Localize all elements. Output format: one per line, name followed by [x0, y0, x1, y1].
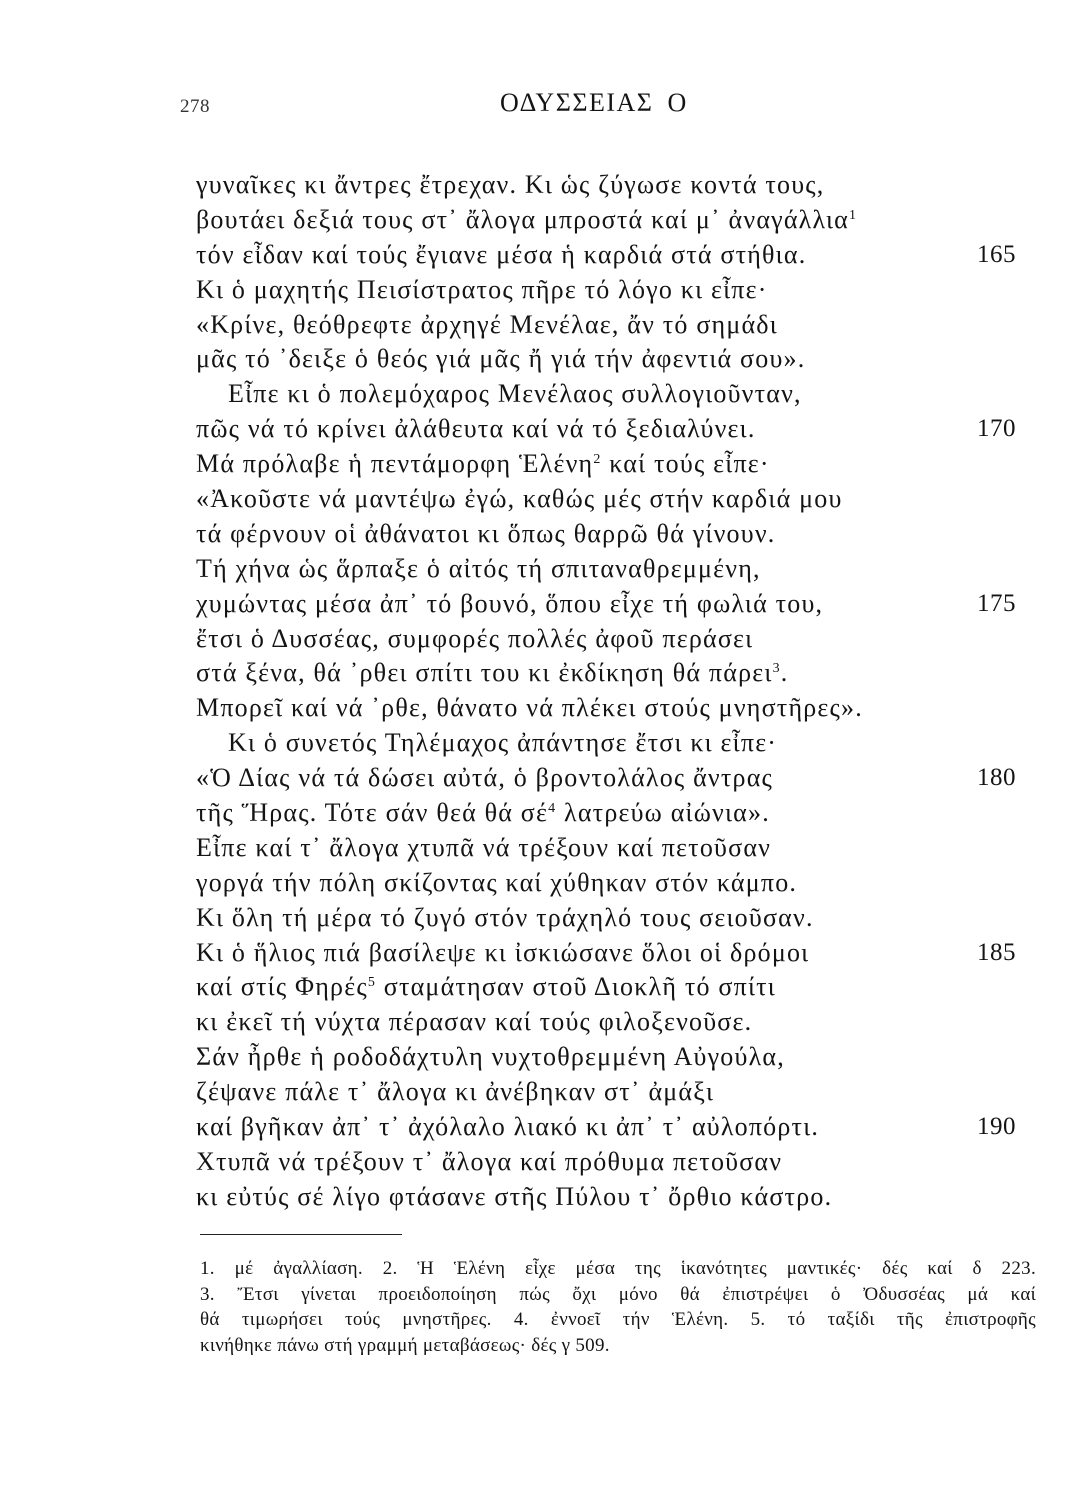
verse-text: «Ἀκοῦστε νά μαντέψω ἐγώ, καθώς μές στήν καρδιά μου	[196, 484, 843, 514]
verse-text: Κι ὅλη τή μέρα τό ζυγό στόν τράχηλό τους σειοῦσαν.	[196, 902, 814, 932]
verse-line	[196, 308, 1036, 343]
verse-text: Χτυπᾶ νά τρέξουν τ᾽ ἄλογα καί πρόθυμα πετοῦσαν	[196, 1146, 783, 1176]
verse-text-continued: σταμάτησαν στοῦ Διοκλῆ τό σπίτι	[376, 972, 776, 1002]
footnote-line: θά τιμωρήσει τούς μνηστῆρες. 4. ἐννοεῖ τήν Ἑλένη. 5. τό ταξίδι τῆς ἐπιστροφῆς	[200, 1309, 1036, 1330]
line-number: 190	[977, 1113, 1016, 1141]
verse-text-continued: λατρεύω αἰώνια».	[556, 798, 770, 828]
verse-line	[196, 866, 1036, 901]
verse-text: καί βγῆκαν ἀπ᾽ τ᾽ ἀχόλαλο λιακό κι ἀπ᾽ τ᾽ αὐλοπόρτι.	[196, 1112, 820, 1142]
verse-text: κι ἐκεῖ τή νύχτα πέρασαν καί τούς φιλοξενοῦσε.	[196, 1007, 753, 1037]
verse-line	[196, 238, 1036, 273]
line-number: 165	[977, 240, 1016, 268]
verse-line	[196, 482, 1036, 517]
footnote-rule	[200, 1234, 402, 1235]
verse-text: γοργά τήν πόλη σκίζοντας καί χύθηκαν στόν κάμπο.	[196, 867, 798, 897]
footnote-marker: 1	[848, 207, 858, 223]
footnote-marker: 3	[772, 661, 781, 677]
verse-line	[196, 656, 1036, 691]
verse-text: ζέψανε πάλε τ᾽ ἄλογα κι ἀνέβηκαν στ᾽ ἀμάξι	[196, 1077, 715, 1107]
verse-line	[196, 517, 1036, 552]
verse-line	[196, 1040, 1036, 1075]
verse-text: στά ξένα, θά ᾽ρθει σπίτι του κι ἐκδίκηση θά πάρει	[196, 658, 773, 688]
line-number: 185	[977, 938, 1016, 966]
verse-line	[196, 203, 1036, 238]
verse-text: Τή χήνα ὡς ἅρπαξε ὁ αἰτός τή σπιταναθρεμμένη,	[196, 553, 761, 583]
line-number: 175	[977, 589, 1016, 617]
verse-line	[196, 796, 1036, 831]
verse-line	[196, 622, 1036, 657]
verse-text: κι εὐτύς σέ λίγο φτάσανε στῆς Πύλου τ᾽ ὄρθιο κάστρο.	[196, 1181, 833, 1211]
verse-line	[196, 1075, 1036, 1110]
verse-line	[196, 377, 1036, 412]
verse-text-continued: .	[780, 658, 789, 688]
verse-text: Εἶπε καί τ᾽ ἄλογα χτυπᾶ νά τρέξουν καί πετοῦσαν	[196, 832, 772, 862]
book-letter: Ο	[667, 88, 688, 117]
verse-text: «Ὁ Δίας νά τά δώσει αὐτά, ὁ βροντολάλος ἄντρας	[196, 763, 774, 793]
verse-text: γυναῖκες κι ἄντρες ἔτρεχαν. Κι ὡς ζύγωσε κοντά τους,	[196, 170, 825, 199]
verse-line	[196, 831, 1036, 866]
verse-text: Μά πρόλαβε ἡ πεντάμορφη Ἑλένη	[196, 449, 594, 479]
verse-line	[196, 587, 1036, 622]
footnote-line: κινήθηκε πάνω στή γραμμή μεταβάσεως· δές γ 509.	[200, 1334, 610, 1356]
verse-text: Μπορεῖ καί νά ᾽ρθε, θάνατο νά πλέκει στούς μνηστῆρες».	[196, 693, 863, 723]
footnote-marker: 2	[593, 452, 602, 468]
verse-line	[196, 691, 1036, 726]
verse-text: «Κρίνε, θεόθρεφτε ἀρχηγέ Μενέλαε, ἄν τό σημάδι	[196, 309, 778, 339]
verse-line	[196, 970, 1036, 1005]
footnote-marker: 4	[548, 801, 557, 817]
verse-line	[196, 761, 1036, 796]
line-number: 180	[977, 764, 1016, 792]
footnote-line: 3. Ἔτσι γίνεται προειδοποίηση πώς ὄχι μόνο θά ἐπιστρέψει ὁ Ὀδυσσέας μά καί	[200, 1283, 1036, 1305]
verse-block	[196, 168, 1036, 1215]
verse-text: τά φέρνουν οἱ ἀθάνατοι κι ὅπως θαρρῶ θά γίνουν.	[196, 518, 776, 548]
verse-text: μᾶς τό ᾽δειξε ὁ θεός γιά μᾶς ἤ γιά τήν ἀφεντιά σου».	[196, 344, 806, 374]
verse-text: τόν εἶδαν καί τούς ἔγιανε μέσα ἡ καρδιά στά στήθια.	[196, 239, 807, 269]
verse-line	[196, 552, 1036, 587]
verse-line	[196, 1145, 1036, 1180]
line-number: 170	[977, 415, 1016, 443]
verse-line	[196, 1180, 1036, 1215]
verse-text: Σάν ἦρθε ἡ ροδοδάχτυλη νυχτοθρεμμένη Αὐγούλα,	[196, 1042, 785, 1072]
verse-text: Εἶπε κι ὁ πολεμόχαρος Μενέλαος συλλογιοῦνταν,	[228, 379, 802, 409]
verse-text-continued: καί τούς εἶπε·	[601, 449, 770, 479]
footnotes	[200, 1256, 1036, 1358]
verse-text: ἔτσι ὁ Δυσσέας, συμφορές πολλές ἀφοῦ περάσει	[196, 623, 754, 653]
verse-text: Κι ὁ ἥλιος πιά βασίλεψε κι ἰσκιώσανε ὅλοι οἱ δρόμοι	[196, 937, 810, 967]
verse-line	[196, 447, 1036, 482]
verse-text: πῶς νά τό κρίνει ἀλάθευτα καί νά τό ξεδιαλύνει.	[196, 414, 756, 444]
verse-line	[196, 342, 1036, 377]
verse-line	[196, 901, 1036, 936]
verse-text: τῆς Ἥρας. Τότε σάν θεά θά σέ	[196, 798, 549, 828]
book-title: ΟΔΥΣΣΕΙΑΣ	[500, 88, 654, 117]
verse-line	[196, 1110, 1036, 1145]
verse-line	[196, 273, 1036, 308]
verse-text: καί στίς Φηρές	[196, 972, 368, 1002]
verse-text: χυμώντας μέσα ἀπ᾽ τό βουνό, ὅπου εἶχε τή φωλιά του,	[196, 588, 824, 618]
footnote-marker: 5	[367, 975, 377, 991]
verse-line	[196, 1005, 1036, 1040]
verse-line	[196, 726, 1036, 761]
verse-text: βουτάει δεξιά τους στ᾽ ἄλογα μπροστά καί μ᾽ ἀναγάλλια	[196, 204, 849, 234]
verse-text: Κι ὁ συνετός Τηλέμαχος ἀπάντησε ἔτσι κι εἶπε·	[228, 728, 778, 758]
running-title	[500, 88, 688, 118]
verse-text: Κι ὁ μαχητής Πεισίστρατος πῆρε τό λόγο κι εἶπε·	[196, 274, 768, 304]
page-number: 278	[180, 96, 210, 117]
verse-line	[196, 168, 1036, 203]
verse-line	[196, 936, 1036, 971]
footnote-line: 1. μέ ἀγαλλίαση. 2. Ἡ Ἑλένη εἶχε μέσα της ἱκανότητες μαντικές· δές καί δ 223.	[200, 1258, 1036, 1279]
verse-line	[196, 412, 1036, 447]
